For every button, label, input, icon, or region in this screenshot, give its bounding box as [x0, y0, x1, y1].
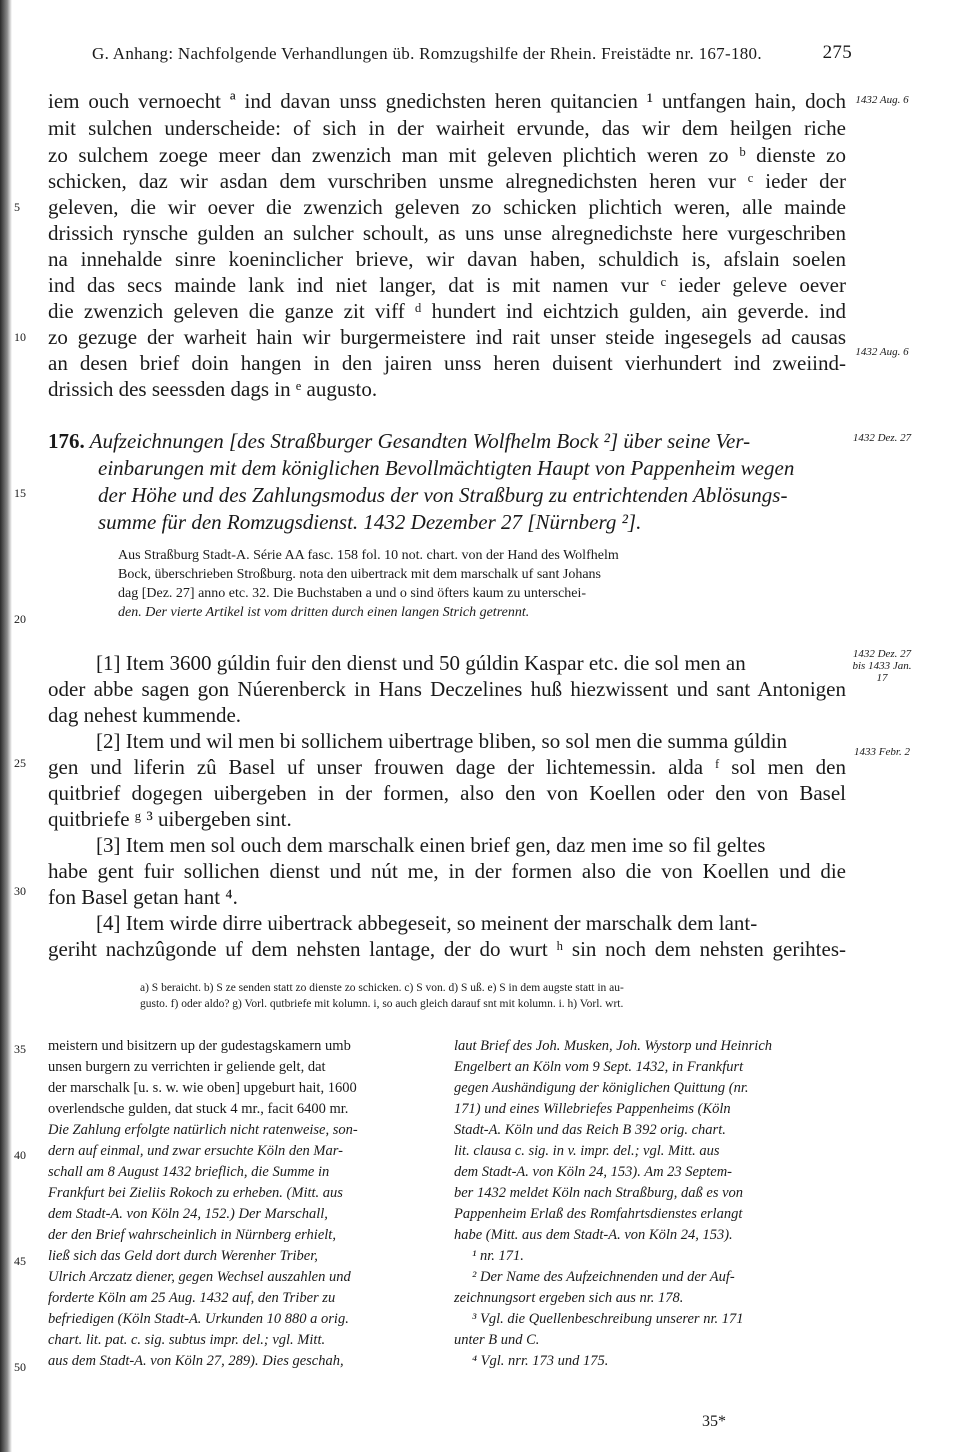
sheet-signature: 35*: [702, 1413, 726, 1430]
line-number: 15: [14, 486, 26, 500]
commentary-line: Frankfurt bei Zieliis Rokoch zu erheben. (Mitt. aus: [48, 1185, 343, 1201]
line-number: 45: [14, 1254, 26, 1268]
text-line: mit sulchen underscheide: of sich in der wairheit ervunde, das wir dem heilgen riche: [48, 116, 846, 140]
title-line: einbarungen mit dem königlichen Bevollmächtigten Haupt von Pappenheim wegen: [98, 456, 795, 480]
commentary-line: habe (Mitt. aus dem Stadt-A. von Köln 24, 153).: [454, 1227, 733, 1243]
commentary-line: gegen Aushändigung der königlichen Quittung (nr.: [454, 1080, 749, 1096]
source-line: den. Der vierte Artikel ist vom dritten durch einen langen Strich getrennt.: [118, 605, 530, 620]
body-line: geriht nachzûgonde uf dem nehsten lantage, der do wurt ʰ sin noch dem nehsten gerihtes-: [48, 937, 846, 961]
commentary-line: schall am 8 August 1432 brieflich, die Summe in: [48, 1164, 330, 1180]
footnote: ³ Vgl. die Quellenbeschreibung unserer nr. 171: [472, 1311, 744, 1327]
commentary-line: laut Brief des Joh. Musken, Joh. Wystorp und Heinrich: [454, 1038, 773, 1054]
commentary-line: ließ sich das Geld dort durch Werenher Triber,: [48, 1248, 318, 1264]
document-number: 176.: [48, 429, 85, 453]
margin-date: 1432 Dez. 27: [852, 432, 912, 444]
commentary-line: dem Stadt-A. von Köln 24, 153). Am 23 Septem-: [454, 1164, 733, 1180]
line-number: 50: [14, 1360, 26, 1374]
footnote: zeichnungsort ergeben sich aus nr. 178.: [454, 1290, 684, 1306]
commentary-right-column: [454, 1036, 842, 1372]
title-line: Aufzeichnungen [des Straßburger Gesandten Wolfhelm Bock ²] über seine Ver-: [89, 429, 751, 453]
body-line: habe gent fuir sollichen dienst und nút me, in der formen also die von Koellen und die: [48, 859, 846, 883]
commentary-line: lit. clausa c. sig. in v. impr. del.; vgl. Mitt. aus: [454, 1143, 720, 1159]
margin-date: 1432 Aug. 6: [855, 346, 909, 358]
text-line: zo sulchem zoege meer dan zwenzich man mit geleven plichtich weren zo ᵇ dienste zo: [48, 143, 846, 167]
line-number: 25: [14, 756, 26, 770]
commentary-line: meistern und bisitzern up der gudestagskamern umb: [48, 1038, 351, 1054]
title-line: der Höhe und des Zahlungsmodus der von Straßburg zu entrichtenden Ablösungs-: [98, 483, 788, 507]
body-line: quitbriefe ᵍ ³ uibergeben sint.: [48, 807, 292, 831]
running-header: [92, 44, 852, 70]
commentary-line: 171) und eines Willebriefes Pappenheims (Köln: [454, 1101, 731, 1117]
body-line: [3] Item men sol ouch dem marschalk einen brief gen, daz men ime so fil geltes: [96, 833, 766, 857]
body-line: [1] Item 3600 gúldin fuir den dienst und 50 gúldin Kaspar etc. die sol men an: [96, 651, 746, 675]
page-number: 275: [822, 42, 852, 63]
commentary-line: Ulrich Arczatz diener, gegen Wechsel auszahlen und: [48, 1269, 351, 1285]
textual-notes: [140, 980, 846, 1012]
commentary-line: befriedigen (Köln Stadt-A. Urkunden 10 880 a orig.: [48, 1311, 349, 1327]
text-line: iem ouch vernoecht ª ind davan unss gnedichsten heren quitancien ¹ untfangen hain, doch: [48, 89, 846, 113]
commentary-line: der den Brief wahrscheinlich in Nürnberg erhielt,: [48, 1227, 336, 1243]
text-line: zo gezuge der warheit hain wir burgermeistere ind rait unser steide ingesegels ad causas: [48, 325, 846, 349]
line-number: 5: [14, 200, 20, 214]
body-line: [2] Item und wil men bi sollichem uibertrage bliben, so sol men die summa gúldin: [96, 729, 788, 753]
line-number: 20: [14, 612, 26, 626]
commentary-line: der marschalk [u. s. w. wie oben] upgeburt hait, 1600: [48, 1080, 357, 1096]
source-description: [118, 546, 846, 622]
commentary-line: overlendsche gulden, dat stuck 4 mr., facit 6400 mr.: [48, 1101, 349, 1117]
text-line: drissich des seessden dags in ᵉ augusto.: [48, 377, 378, 401]
text-line: ind das secs mainde lank ind niet langer, dat is mit namen vur ᶜ ieder geleve oever: [48, 273, 846, 297]
body-line: [4] Item wirde dirre uibertrack abbegeseit, so meinent der marschalk dem lant-: [96, 911, 758, 935]
text-line: na innehalde sinre koeninclicher brieve, wir davan haben, schuldich is, afslain soelen: [48, 247, 846, 271]
margin-date: 1432 Aug. 6: [855, 94, 909, 106]
footnote: ² Der Name des Aufzeichnenden und der Auf-: [472, 1269, 735, 1285]
commentary-line: Die Zahlung erfolgte natürlich nicht ratenweise, son-: [48, 1122, 358, 1138]
running-title: G. Anhang: Nachfolgende Verhandlungen üb. Romzugshilfe der Rhein. Freistädte nr. 167-180.: [92, 44, 762, 63]
text-line: drissich rynsche gulden an sulcher schoult, as uns unse alregnedichste here vurgeschriben: [48, 221, 846, 245]
footnote: unter B und C.: [454, 1332, 540, 1348]
source-line: Aus Straßburg Stadt-A. Série AA fasc. 158 fol. 10 not. chart. von der Hand des Wolfhelm: [118, 548, 619, 563]
line-number: 35: [14, 1042, 26, 1056]
line-number: 30: [14, 884, 26, 898]
commentary-line: dern auf einmal, und zwar ersuchte Köln den Mar-: [48, 1143, 343, 1159]
textual-note-line: a) S beraicht. b) S ze senden statt zo dienste zo schicken. c) S von. d) S uß. e) S in dem augste statt in au-: [140, 982, 624, 994]
line-number: 10: [14, 330, 26, 344]
scan-edge-shadow: [0, 0, 12, 1452]
text-line: schicken, daz wir asdan dem vurschriben unsme alregnedichsten heren vur ᶜ ieder der: [48, 169, 846, 193]
commentary-line: dem Stadt-A. von Köln 24, 152.) Der Marschall,: [48, 1206, 328, 1222]
commentary-line: aus dem Stadt-A. von Köln 27, 289). Dies geschah,: [48, 1353, 344, 1369]
line-number: 40: [14, 1148, 26, 1162]
commentary-line: Pappenheim Erlaß des Romfahrtsdienstes erlangt: [454, 1206, 743, 1222]
commentary-left-column: [48, 1036, 430, 1372]
margin-date: 1432 Dez. 27 bis 1433 Jan. 17: [852, 648, 912, 684]
body-line: gen und liferin zû Basel uf unser frouwen dage der lichtemessin. alda ᶠ sol men den: [48, 755, 846, 779]
commentary-line: forderte Köln am 25 Aug. 1432 auf, den Triber zu: [48, 1290, 336, 1306]
document-title: [48, 428, 848, 536]
textual-note-line: gusto. f) oder aldo? g) Vorl. qutbriefe mit kolumn. i, so auch gleich darauf snt mit kolumn. i. h) Vorl. wrt.: [140, 998, 624, 1010]
body-line: quitbrief dogegen uibergeben in der formen, also den von Koellen oder den von Basel: [48, 781, 846, 805]
commentary-line: ber 1432 meldet Köln nach Straßburg, daß es von: [454, 1185, 744, 1201]
body-line: oder abbe sagen gon Núerenberck in Hans Deczelines huß hiezwissent und sant Antonigen: [48, 677, 846, 701]
footnote: ¹ nr. 171.: [472, 1248, 524, 1264]
margin-date: 1433 Febr. 2: [854, 746, 910, 758]
commentary-line: Engelbert an Köln vom 9 Sept. 1432, in Frankfurt: [454, 1059, 744, 1075]
source-line: dag [Dez. 27] anno etc. 32. Die Buchstaben a und o sind öfters kaum zu unterschei-: [118, 586, 587, 601]
text-line: geleven, die wir oever die zwenzich geleven zo schicken plichtich weren, alle mainde: [48, 195, 846, 219]
body-line: fon Basel getan hant ⁴.: [48, 885, 238, 909]
body-line: dag nehest kummende.: [48, 703, 242, 727]
footnote: ⁴ Vgl. nrr. 173 und 175.: [472, 1353, 609, 1369]
commentary-line: unsen burgern zu verrichten ir geliende gelt, dat: [48, 1059, 326, 1075]
source-line: Bock, überschrieben Stroßburg. nota den uibertrack mit dem marschalk uf sant Johans: [118, 567, 602, 582]
commentary-line: Stadt-A. Köln und das Reich B 392 orig. chart.: [454, 1122, 726, 1138]
text-line: an desen brief doin hangen in den jairen unss heren duisent vierhundert ind zweiind-: [48, 351, 846, 375]
commentary-line: chart. lit. pat. c. sig. subtus impr. del.; vgl. Mitt.: [48, 1332, 326, 1348]
title-line: summe für den Romzugsdienst. 1432 Dezember 27 [Nürnberg ²].: [98, 510, 642, 534]
text-line: die zwenzich geleven die ganze zit viff ᵈ hundert ind eichtzich gulden, ain geverde. ind: [48, 299, 846, 323]
